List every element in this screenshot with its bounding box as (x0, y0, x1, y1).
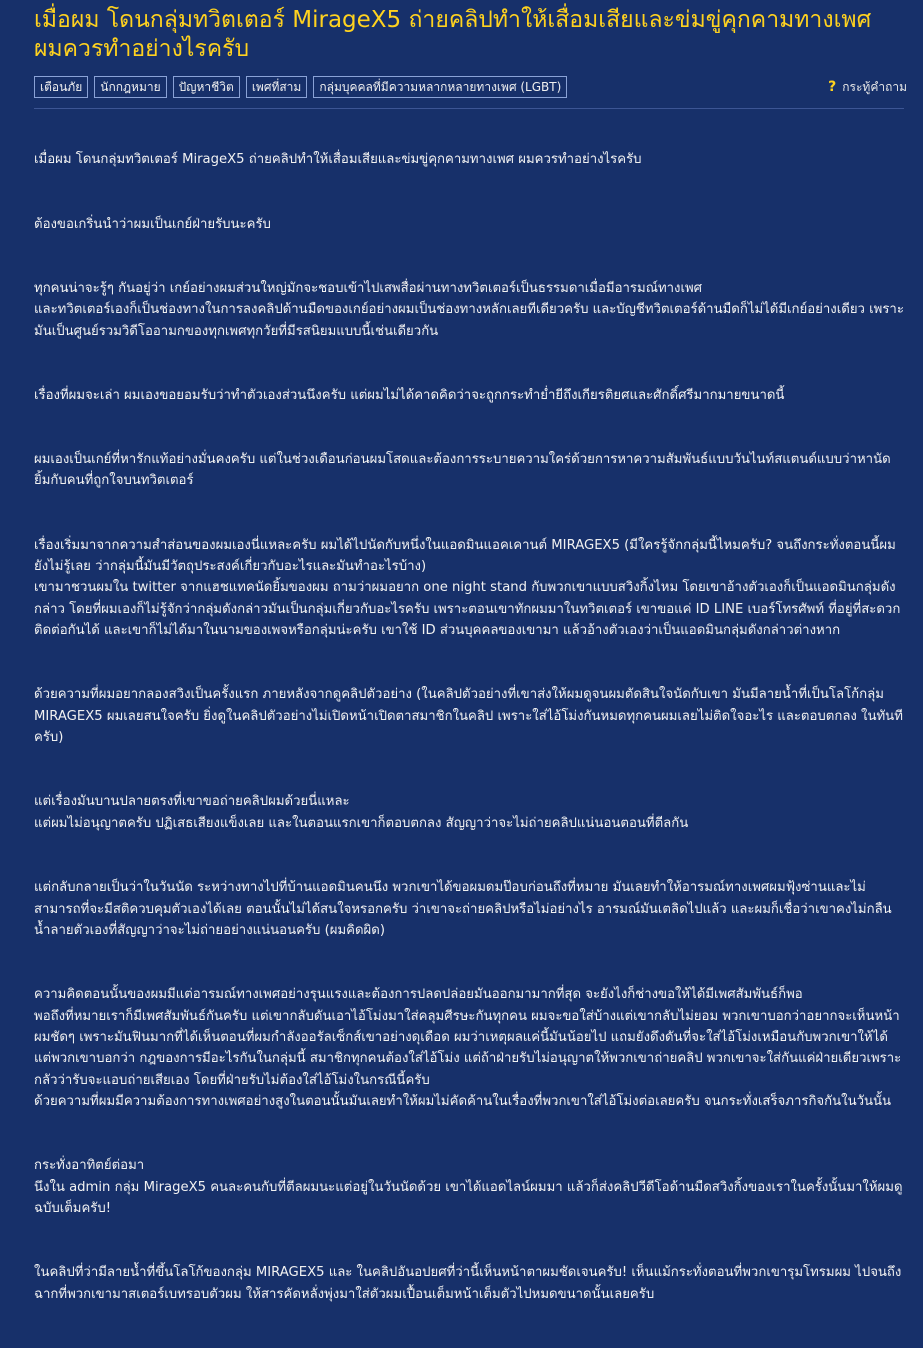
body-paragraph: เรื่องเริ่มมาจากความสำส่อนของผมเองนี่แหละครับ ผมได้ไปนัดกับหนึ่งในแอดมินแอคเคานต์ MIRAGEX5 (มีใครรู้จักกลุ่มนี้ไหมครับ? จนถึงกระทั่งตอนนี้ผมยังไม่รู้เลย ว่ากลุ่มนี้มันมีวัตถุประสงค์เกี่ยวกับอะไรและมันทำอะไรบ้าง) เขามาชวนผมใน twitter จากแฮชแทคนัดยิ้มของผม ถามว่าผมอยาก one night stand กับพวกเขาแบบสวิงกิ้งไหม โดยเขาอ้างตัวเองก็เป็นแอดมินกลุ่มดังกล่าว โดยที่ผมเองก็ไม่รู้จักว่ากลุ่มดังกล่าวมันเป็นกลุ่มเกี่ยวกับอะไรครับ เพราะตอนเขาทักผมมาในทวิตเตอร์ เขาขอแค่ ID LINE เบอร์โทรศัพท์ ที่อยู่ที่สะดวกติดต่อกันได้ และเขาก็ไม่ได้มาในนามของเพจหรือกลุ่มน่ะครับ เขาใช้ ID ส่วนบุคคลของเขามา แล้วอ้างตัวเองว่าเป็นแอดมินกลุ่มดังกล่าวต่างหาก (34, 537, 901, 639)
tag-lawyer[interactable]: นักกฎหมาย (94, 76, 166, 98)
body-paragraph: เรื่องที่ผมจะเล่า ผมเองขอยอมรับว่าทำตัวเองส่วนนึงครับ แต่ผมไม่ได้คาดคิดว่าจะถูกกระทำย่ำยีถึงเกียรติยศและศักดิ์ศรีมากมายขนาดนี้ (34, 387, 785, 403)
body-paragraph: แต่เรื่องมันบานปลายตรงที่เขาขอถ่ายคลิปผมด้วยนี่แหละ แต่ผมไม่อนุญาตครับ ปฏิเสธเสียงแข็งเลย และในตอนแรกเขาก็ตอบตกลง สัญญาว่าจะไม่ถ่ายคลิปแน่นอนตอนที่ตีลกัน (34, 794, 689, 831)
body-paragraph: ต้องขอเกริ่นนำว่าผมเป็นเกย์ฝ่ายรับนะครับ (34, 216, 271, 232)
topic-meta (0, 64, 923, 98)
body-paragraph: ในคลิปที่ว่ามีลายน้ำที่ขึ้นโลโก้ของกลุ่ม MIRAGEX5 และ ในคลิปอันอปยศที่ว่านี้เห็นหน้าตาผมชัดเจนครับ! เห็นแม้กระทั่งตอนที่พวกเขารุมโทรมผม ไปจนถึงฉากที่พวกเขามาสเตอร์เบทรอบตัวผม ให้สารคัดหลั่งพุ่งมาใส่ตัวผมเปื้อนเต็มหน้าเต็มตัวไปหมดขนาดนั้นเลยครับ (34, 1265, 902, 1302)
body-paragraph: เมื่อผม โดนกลุ่มทวิตเตอร์ MirageX5 ถ่ายคลิปทำให้เสื่อมเสียและข่มขู่คุกคามทางเพศ ผมควรทำอย่างไรครับ (34, 152, 642, 168)
topic-type-label: กระทู้คำถาม (842, 79, 907, 94)
topic-type (828, 78, 907, 97)
tag-warning[interactable]: เตือนภัย (34, 76, 88, 98)
body-paragraph: แต่กลับกลายเป็นว่าในวันนัด ระหว่างทางไปที่บ้านแอดมินคนนึง พวกเขาได้ขอผมดมป๊อบก่อนถึงที่หมาย มันเลยทำให้อารมณ์ทางเพศผมฟุ้งซ่านและไม่สามารถที่จะมีสติควบคุมตัวเองได้เลย ตอนนั้นไม่ได้สนใจหรอกครับ ว่าเขาจะถ่ายคลิปหรือไม่อย่างไร อารมณ์มันเตลิดไปแล้ว และผมก็เชื่อว่าเขาคงไม่กลืนน้ำลายตัวเองที่สัญญาว่าจะไม่ถ่ายอย่างแน่นอนครับ (ผมคิดผิด) (34, 880, 892, 938)
body-paragraph: กระทั่งอาทิตย์ต่อมา นึงใน admin กลุ่ม MirageX5 คนละคนกับที่ตีลผมนะแต่อยู่ในวันนัดด้วย เขาได้แอดไลน์ผมมา แล้วก็ส่งคลิปวีดีโอด้านมืดสวิงกิ้งของเราในครั้งนั้นมาให้ผมดูฉบับเต็มครับ! (34, 1158, 903, 1217)
tag-list (34, 76, 567, 98)
tag-life-problem[interactable]: ปัญหาชีวิต (173, 76, 240, 98)
question-icon: ? (828, 79, 837, 95)
body-paragraph: ผมเองเป็นเกย์ที่หารักแท้อย่างมั่นคงครับ แต่ในช่วงเดือนก่อนผมโสดและต้องการระบายความใคร่ด้วยการหาความสัมพันธ์แบบวันไนท์สแตนด์แบบว่าหานัดยิ้มกับคนที่ถูกใจบนทวิตเตอร์ (34, 452, 891, 489)
post-body (0, 109, 923, 1348)
tag-lgbt[interactable]: กลุ่มบุคคลที่มีความหลากหลายทางเพศ (LGBT) (313, 76, 567, 98)
body-paragraph: ทุกคนน่าจะรู้ๆ กันอยู่ว่า เกย์อย่างผมส่วนใหญ่มักจะชอบเข้าไปเสพสื่อผ่านทางทวิตเตอร์เป็นธรรมดาเมื่อมีอารมณ์ทางเพศ และทวิตเตอร์เองก็เป็นช่องทางในการลงคลิปด้านมืดของเกย์อย่างผมเป็นช่องทางหลักเลยทีเดียวครับ และบัญชีทวิตเตอร์ด้านมืดก็ไม่ได้มีเกย์อย่างเดียว เพราะมันเป็นศูนย์รวมวิดีโออามกของทุกเพศทุกวัยที่มีรสนิยมแบบนี้เช่นเดียวกัน (34, 280, 904, 339)
body-paragraph: ความคิดตอนนั้นของผมมีแต่อารมณ์ทางเพศอย่างรุนแรงและต้องการปลดปล่อยมันออกมามากที่สุด จะยังไงก็ช่างขอให้ได้มีเพศสัมพันธ์ก็พอ พอถึงที่หมายเราก็มีเพศสัมพันธ์กันครับ แต่เขากลับดันเอาไอ้โม่งมาใส่คลุมศีรษะกันทุกคน ผมจะขอใส่บ้างแต่เขากลับไม่ยอม พวกเขาบอกว่าอยากจะเห็นหน้าผมชัดๆ เพราะมันฟินมากที่ได้เห็นตอนที่ผมกำลังออรัลเซ็กส์เขาอย่างดุเดือด ผมว่าเหตุผลแค่นี้มันน้อยไป แถมยังดึงดันที่จะใส่ไอ้โม่งเหมือนกับพวกเขาให้ได้ แต่พวกเขาบอกว่า กฎของการมีอะไรกันในกลุ่มนี้ สมาชิกทุกคนต้องใส่ไอ้โม่ง แต่ถ้าฝ่ายรับไม่อนุญาตให้พวกเขาถ่ายคลิป พวกเขาจะใส่กันแค่ฝ่ายเดียวเพราะกลัวว่ารับจะแอบถ่ายเสียเอง โดยที่ฝ่ายรับไม่ต้องใส่ไอ้โม่งในกรณีนี้ครับ ด้วยความที่ผมมีความต้องการทางเพศอย่างสูงในตอนนั้นมันเลยทำให้ผมไม่คัดค้านในเรื่องที่พวกเขาใส่ไอ้โม่งต่อเลยครับ จนกระทั่งเสร็จภารกิจกันในวันนั้น (34, 987, 902, 1110)
body-paragraph: ด้วยความที่ผมอยากลองสวิงเป็นครั้งแรก ภายหลังจากดูคลิปตัวอย่าง (ในคลิปตัวอย่างที่เขาส่งให้ผมดูจนผมตัดสินใจนัดกับเขา มันมีลายน้ำที่เป็นโลโก้กลุ่ม MIRAGEX5 ผมเลยสนใจครับ ยิ่งดูในคลิปตัวอย่างไม่เปิดหน้าเปิดตาสมาชิกในคลิป เพราะใส่ไอ้โม่งกันหมดทุกคนผมเลยไม่ติดใจอะไร และตอบตกลง ในทันทีครับ) (34, 687, 903, 746)
tag-third-gender[interactable]: เพศที่สาม (246, 76, 308, 98)
topic-title: เมื่อผม โดนกลุ่มทวิตเตอร์ MirageX5 ถ่ายคลิปทำให้เสื่อมเสียและข่มขู่คุกคามทางเพศ ผมควรทำอย่างไรครับ (34, 7, 872, 62)
